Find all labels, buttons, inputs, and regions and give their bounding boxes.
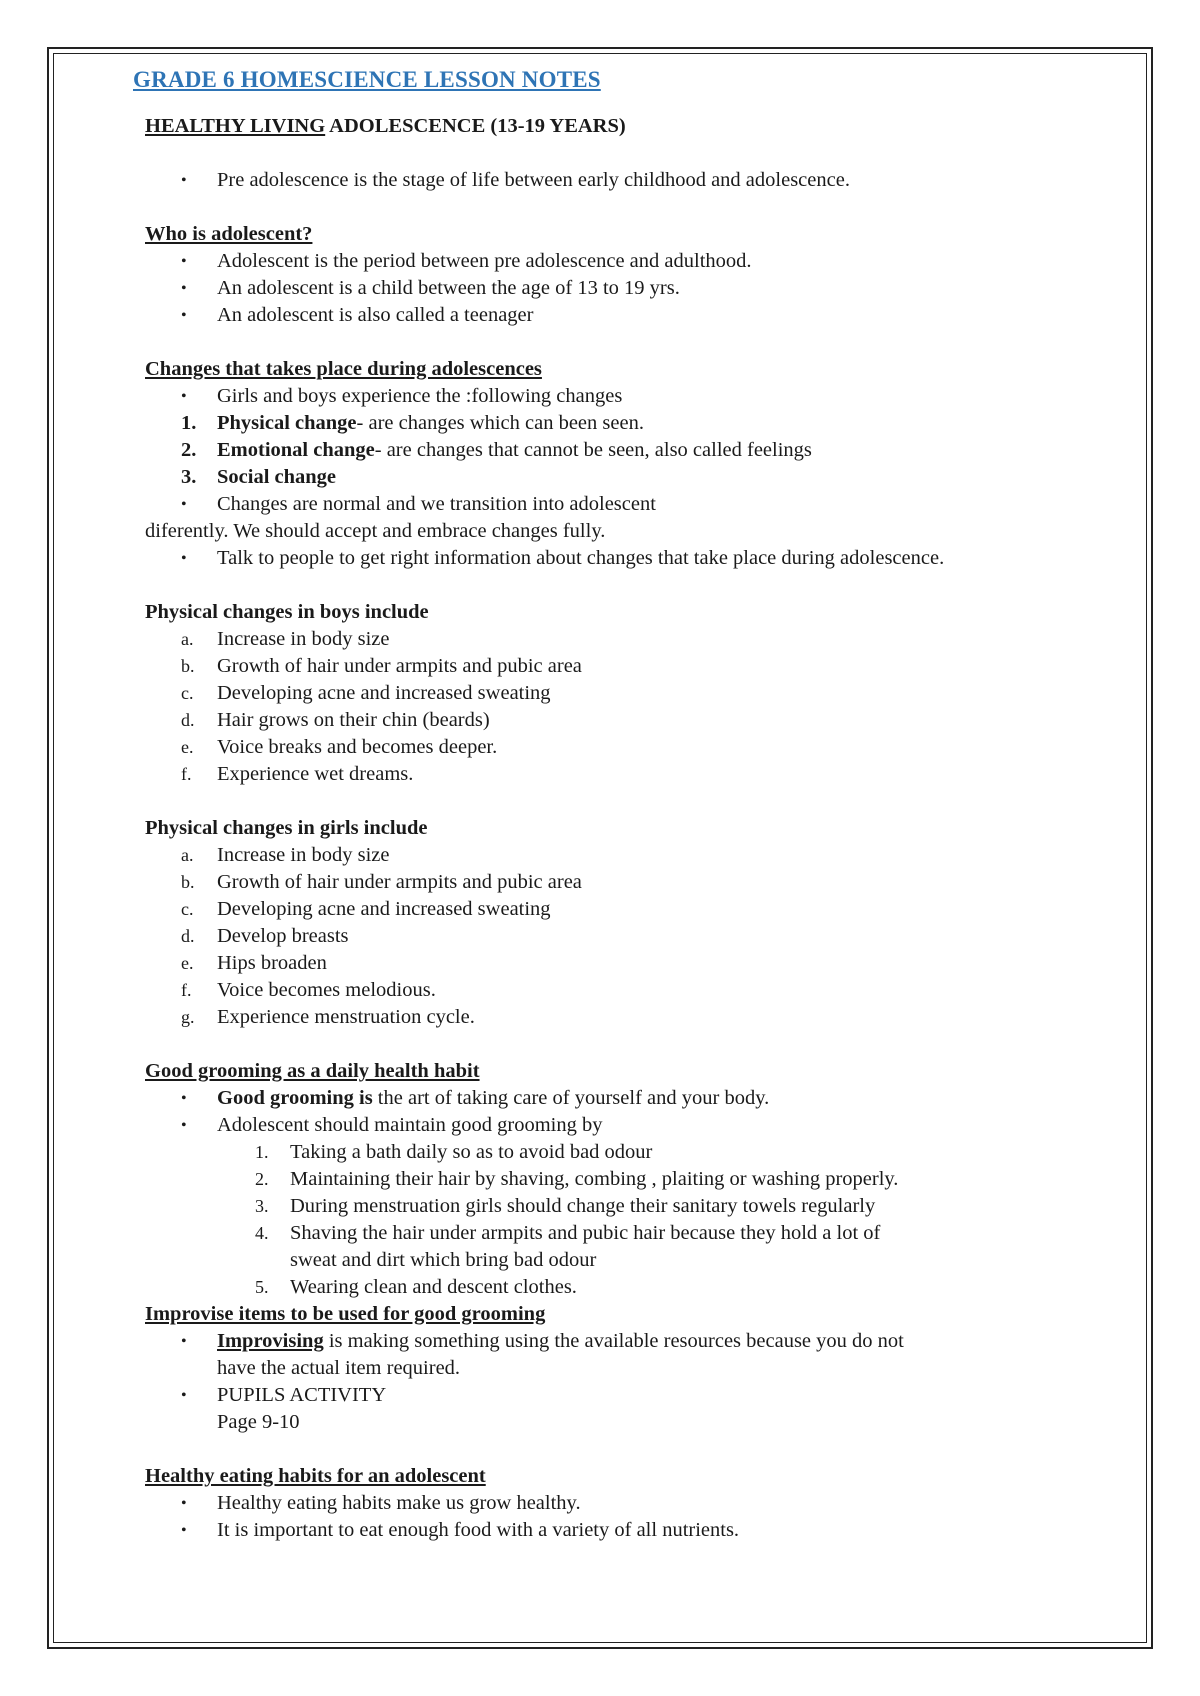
list-item: • Healthy eating habits make us grow healthy.	[145, 1490, 1105, 1517]
list-item: • It is important to eat enough food with a variety of all nutrients.	[145, 1517, 1105, 1544]
list-item: 1. Physical change- are changes which can been seen.	[145, 410, 1105, 437]
bullet-icon: •	[181, 1387, 187, 1404]
section-heading-grooming: Good grooming as a daily health habit	[145, 1060, 480, 1082]
bullet-icon: •	[181, 1117, 187, 1134]
list-number: 2.	[255, 1169, 269, 1189]
bullet-icon: •	[181, 253, 187, 270]
list-letter: d.	[181, 710, 195, 730]
list-item: e. Voice breaks and becomes deeper.	[145, 734, 1105, 761]
list-item: • Improvising is making something using the available resources because you do not	[145, 1328, 1105, 1355]
list-letter: e.	[181, 953, 194, 973]
list-letter: f.	[181, 980, 192, 1000]
list-letter: c.	[181, 899, 194, 919]
list-item: f. Voice becomes melodious.	[145, 977, 1105, 1004]
list-number: 3.	[255, 1196, 269, 1216]
section-heading-changes: Changes that takes place during adolescences	[145, 358, 542, 380]
bullet-icon: •	[181, 1090, 187, 1107]
bullet-icon: •	[181, 307, 187, 324]
topic-heading	[145, 113, 1105, 140]
list-item: • Changes are normal and we transition into adolescent	[145, 491, 1105, 518]
list-number: 5.	[255, 1277, 269, 1297]
list-item: d. Hair grows on their chin (beards)	[145, 707, 1105, 734]
bullet-icon: •	[181, 172, 187, 189]
section-heading-improvise: Improvise items to be used for good grooming	[145, 1303, 546, 1325]
bullet-icon: •	[181, 280, 187, 297]
list-number: 4.	[255, 1223, 269, 1243]
list-item: a. Increase in body size	[145, 842, 1105, 869]
topic-heading-underlined: HEALTHY LIVING	[145, 115, 326, 137]
list-letter: e.	[181, 737, 194, 757]
bullet-icon: •	[181, 1495, 187, 1512]
list-item: • Adolescent is the period between pre adolescence and adulthood.	[145, 248, 1105, 275]
list-continuation: have the actual item required.	[217, 1357, 461, 1379]
sub-list-item: 1. Taking a bath daily so as to avoid bad odour	[145, 1139, 1105, 1166]
list-letter: b.	[181, 872, 195, 892]
section-heading-boys: Physical changes in boys include	[145, 601, 429, 623]
list-item: • Adolescent should maintain good grooming by	[145, 1112, 1105, 1139]
list-item: • Good grooming is the art of taking care of yourself and your body.	[145, 1085, 1105, 1112]
list-item: c. Developing acne and increased sweating	[145, 680, 1105, 707]
sub-list-item: 2. Maintaining their hair by shaving, combing , plaiting or washing properly.	[145, 1166, 1105, 1193]
sub-list-continuation: sweat and dirt which bring bad odour	[290, 1249, 597, 1271]
list-item: e. Hips broaden	[145, 950, 1105, 977]
list-letter: a.	[181, 845, 194, 865]
list-letter: f.	[181, 764, 192, 784]
list-letter: a.	[181, 629, 194, 649]
bullet-icon: •	[181, 496, 187, 513]
list-item: d. Develop breasts	[145, 923, 1105, 950]
list-letter: c.	[181, 683, 194, 703]
bullet-icon: •	[181, 550, 187, 567]
list-item: c. Developing acne and increased sweating	[145, 896, 1105, 923]
sub-list-item: 5. Wearing clean and descent clothes.	[145, 1274, 1105, 1301]
activity-page-ref: Page 9-10	[217, 1411, 300, 1433]
list-item: • Pre adolescence is the stage of life between early childhood and adolescence.	[145, 167, 1105, 194]
list-item: 2. Emotional change- are changes that cannot be seen, also called feelings	[145, 437, 1105, 464]
section-heading-eating: Healthy eating habits for an adolescent	[145, 1465, 486, 1487]
list-letter: b.	[181, 656, 195, 676]
bullet-icon: •	[181, 388, 187, 405]
document-body	[133, 66, 1105, 1544]
list-item: • An adolescent is also called a teenager	[145, 302, 1105, 329]
paragraph-line: diferently. We should accept and embrace changes fully.	[145, 520, 606, 542]
list-item: 3. Social change	[145, 464, 1105, 491]
sub-list-item: 4. Shaving the hair under armpits and pubic hair because they hold a lot of	[145, 1220, 1105, 1247]
list-item: b. Growth of hair under armpits and pubic area	[145, 869, 1105, 896]
document-title: GRADE 6 HOMESCIENCE LESSON NOTES	[133, 67, 601, 92]
list-letter: d.	[181, 926, 195, 946]
list-item: g. Experience menstruation cycle.	[145, 1004, 1105, 1031]
list-item: • Talk to people to get right information about changes that take place during adolescence.	[145, 545, 1105, 572]
topic-heading-rest: ADOLESCENCE (13-19 YEARS)	[325, 115, 626, 137]
list-item: f. Experience wet dreams.	[145, 761, 1105, 788]
list-letter: g.	[181, 1007, 195, 1027]
bullet-icon: •	[181, 1522, 187, 1539]
list-number: 1.	[181, 412, 197, 434]
list-item: • Girls and boys experience the :following changes	[145, 383, 1105, 410]
list-item: • PUPILS ACTIVITY	[145, 1382, 1105, 1409]
bullet-icon: •	[181, 1333, 187, 1350]
section-heading-girls: Physical changes in girls include	[145, 817, 428, 839]
list-number: 1.	[255, 1142, 269, 1162]
list-number: 2.	[181, 439, 197, 461]
sub-list-item: 3. During menstruation girls should change their sanitary towels regularly	[145, 1193, 1105, 1220]
list-item: a. Increase in body size	[145, 626, 1105, 653]
list-item: • An adolescent is a child between the age of 13 to 19 yrs.	[145, 275, 1105, 302]
list-item: b. Growth of hair under armpits and pubic area	[145, 653, 1105, 680]
section-heading-who: Who is adolescent?	[145, 223, 313, 245]
list-number: 3.	[181, 466, 197, 488]
